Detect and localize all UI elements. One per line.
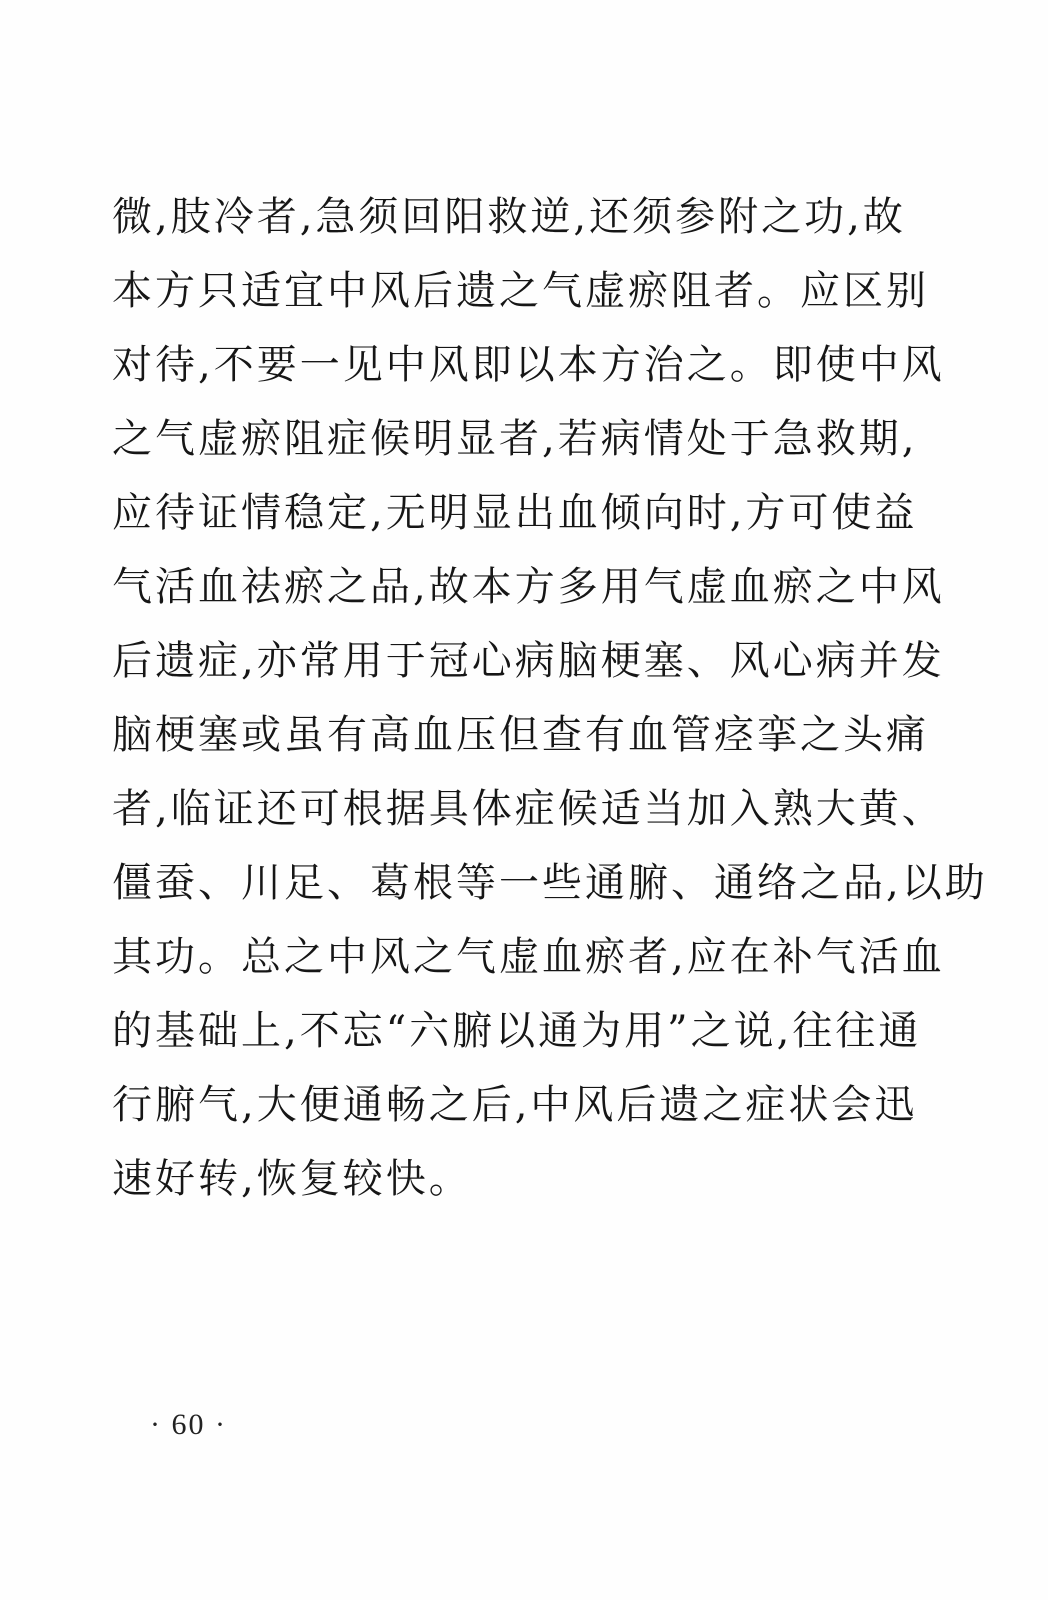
text-line: 其功。总之中风之气虚血瘀者,应在补气活血 (112, 934, 945, 980)
text-line: 后遗症,亦常用于冠心病脑梗塞、风心病并发 (112, 638, 945, 684)
text-line: 之气虚瘀阻症候明显者,若病情处于急救期, (112, 416, 918, 462)
text-line: 气活血祛瘀之品,故本方多用气虚血瘀之中风 (112, 564, 945, 610)
body-text (112, 180, 988, 1216)
text-line: 僵蚕、川足、葛根等一些通腑、通络之品,以助 (112, 860, 988, 906)
text-line: 应待证情稳定,无明显出血倾向时,方可使益 (112, 490, 918, 536)
text-line: 速好转,恢复较快。 (112, 1156, 472, 1202)
text-line: 脑梗塞或虽有高血压但查有血管痉挛之头痛 (112, 712, 929, 758)
text-line: 的基础上,不忘“六腑以通为用”之说,往往通 (112, 1008, 922, 1054)
text-line: 微,肢冷者,急须回阳救逆,还须参附之功,故 (112, 194, 906, 240)
page-number: · 60 · (150, 1408, 227, 1441)
text-line: 对待,不要一见中风即以本方治之。即使中风 (112, 342, 945, 388)
text-line: 本方只适宜中风后遗之气虚瘀阻者。应区别 (112, 268, 929, 314)
text-line: 行腑气,大便通畅之后,中风后遗之症状会迅 (112, 1082, 918, 1128)
text-line: 者,临证还可根据具体症候适当加入熟大黄、 (112, 786, 945, 832)
